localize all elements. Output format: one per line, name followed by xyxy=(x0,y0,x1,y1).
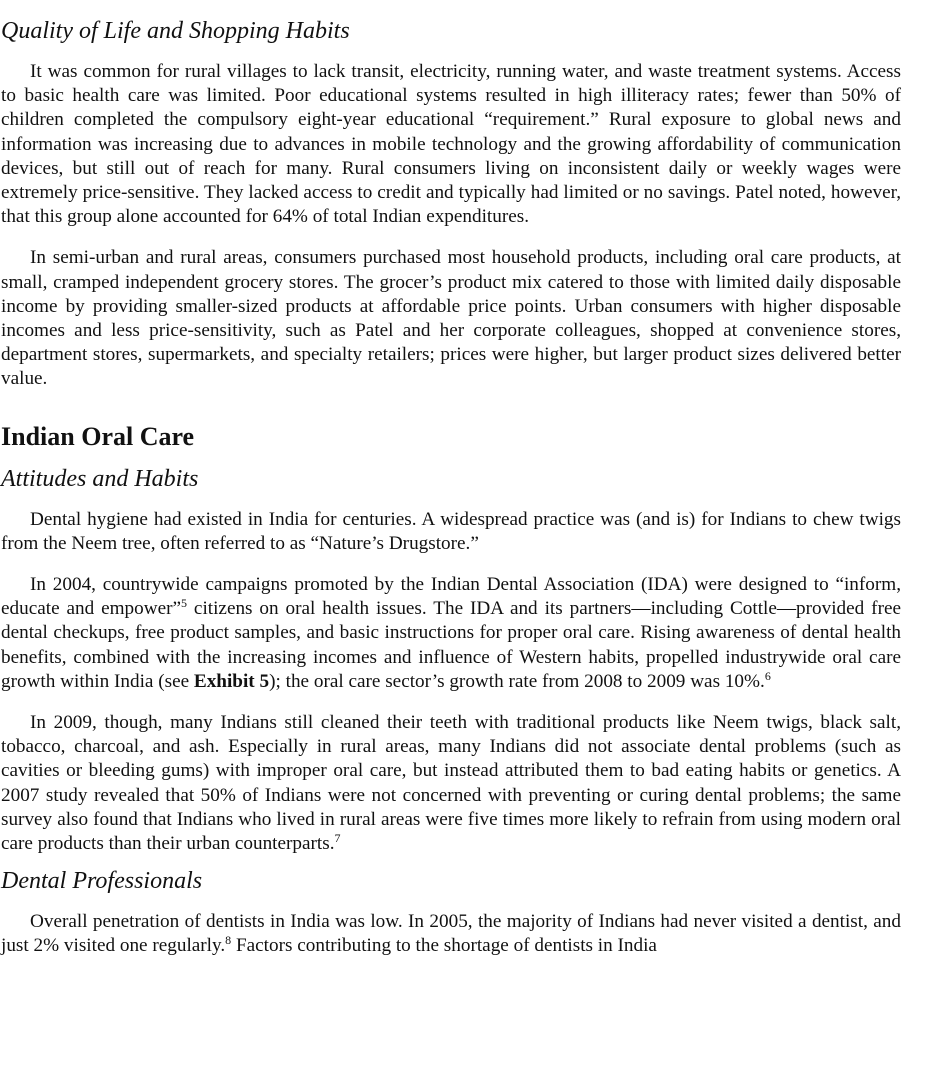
paragraph-rural-conditions: It was common for rural villages to lack transit, electricity, running water, and waste treatment systems. Access to basic health care was limited. Poor educational systems resulted in high illiteracy rates; fewer than 50% of children completed the compulsory eight-year educational “requirement.” Rural exposure to global news and information was increasing due to advances in mobile technology and the growing affordability of communication devices, but still out of reach for many. Rural consumers living on inconsistent daily or weekly wages were extremely price-sensitive. They lacked access to credit and typically had limited or no savings. Patel noted, however, that this group alone accounted for 64% of total Indian expenditures. xyxy=(1,61,901,228)
paragraph-ida-campaigns xyxy=(1,573,901,694)
footnote-marker: 8 xyxy=(225,933,232,948)
footnote-marker: 7 xyxy=(334,831,341,846)
paragraph-text: Overall penetration of dentists in India was low. In 2005, the majority of Indians had never visited a dentist, and just 2% visited one regularly. xyxy=(1,911,901,957)
document-page xyxy=(1,0,901,959)
paragraph-text: citizens on oral health issues. The IDA and its partners—including Cottle—provided free dental checkups, free product samples, and basic instructions for proper oral care. Rising awareness of dental health benefits, combined with the increasing incomes and influence of Western habits, propelled industrywide oral care growth within India (see xyxy=(1,598,901,692)
paragraph-traditional-products xyxy=(1,711,901,856)
section-title-quality-of-life: Quality of Life and Shopping Habits xyxy=(1,18,350,44)
section-title-attitudes-habits: Attitudes and Habits xyxy=(1,465,199,492)
paragraph-text: In 2009, though, many Indians still cleaned their teeth with traditional products like Neem twigs, black salt, tobacco, charcoal, and ash. Especially in rural areas, many Indians did not associate dental problems (such as cavities or bleeding gums) with improper oral care, but instead attributed them to bad eating habits or genetics. A 2007 study revealed that 50% of Indians were not concerned with preventing or curing dental problems; the same survey also found that Indians who lived in rural areas were five times more likely to refrain from using modern oral care products than their urban counterparts. xyxy=(1,712,901,855)
footnote-marker: 6 xyxy=(764,668,771,683)
section-heading-indian-oral-care: Indian Oral Care xyxy=(1,421,195,451)
paragraph-dentist-penetration xyxy=(1,910,901,958)
paragraph-text: ); the oral care sector’s growth rate from 2008 to 2009 was 10%. xyxy=(269,670,765,692)
exhibit-reference: Exhibit 5 xyxy=(193,670,270,692)
section-title-dental-professionals: Dental Professionals xyxy=(1,868,203,895)
footnote-marker: 5 xyxy=(181,596,188,611)
paragraph-text: Factors contributing to the shortage of dentists in India xyxy=(231,935,657,957)
paragraph-text: In 2004, countrywide campaigns promoted by the Indian Dental Association (IDA) were designed to “inform, educate and empower” xyxy=(1,574,901,620)
paragraph-shopping-habits: In semi-urban and rural areas, consumers purchased most household products, including oral care products, at small, cramped independent grocery stores. The grocer’s product mix catered to those with limited daily disposable income by providing smaller-sized products at affordable price points. Urban consumers with higher disposable incomes and less price-sensitivity, such as Patel and her corporate colleagues, shopped at convenience stores, department stores, supermarkets, and specialty retailers; prices were higher, but larger product sizes delivered better value. xyxy=(1,247,901,390)
paragraph-neem-twigs: Dental hygiene had existed in India for centuries. A widespread practice was (and is) for Indians to chew twigs from the Neem tree, often referred to as “Nature’s Drugstore.” xyxy=(1,508,901,554)
